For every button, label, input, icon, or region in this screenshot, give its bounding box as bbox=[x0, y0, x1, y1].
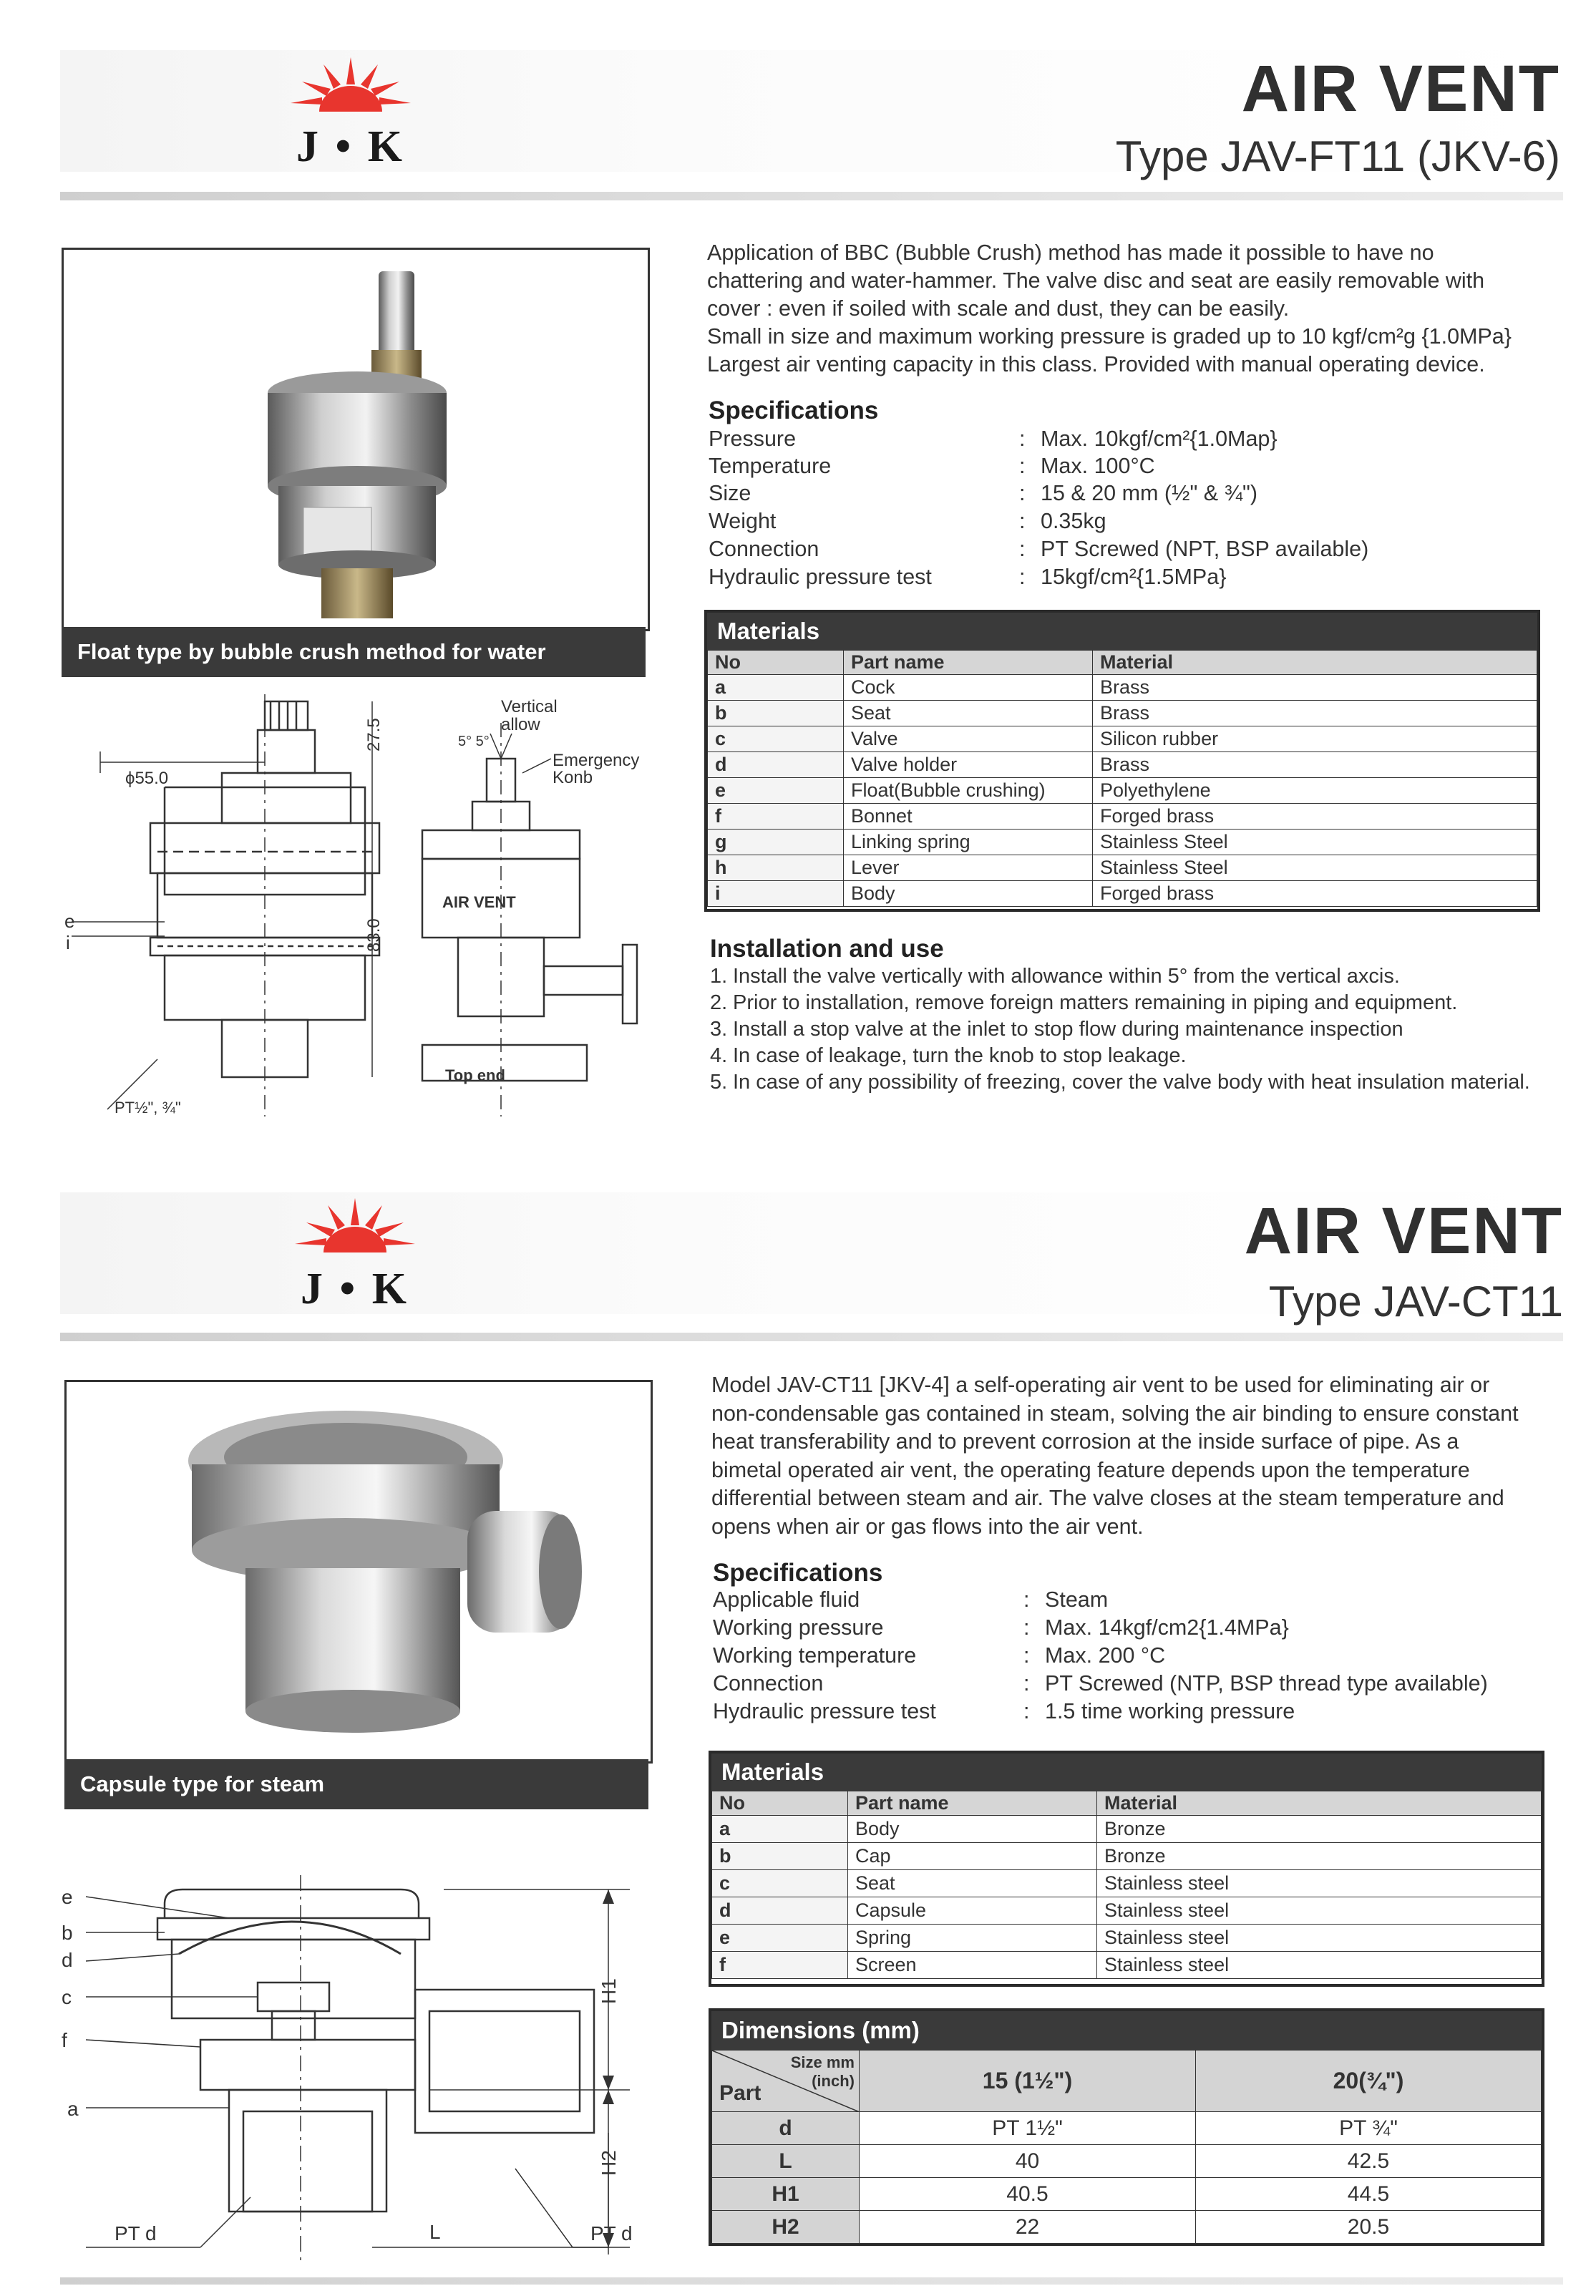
description-1: Application of BBC (Bubble Crush) method has made it possible to have no chattering and water-hammer. The valve disc and seat are easily removable with cover : even if soiled with scale and dust, they can be easily. Small in size and maximum working pressure is graded up to 10 kgf/cm²g {1.0MPa} Largest air venting capacity in this class. Provided with manual operating device. bbox=[707, 240, 1512, 376]
label-c: c bbox=[62, 1986, 72, 2008]
dimensions-table bbox=[709, 2008, 1544, 2246]
spec-row: Hydraulic pressure test : 1.5 time working pressure bbox=[713, 1699, 1295, 1723]
konb-label: Konb bbox=[553, 768, 593, 787]
float-vent-drawing bbox=[57, 694, 680, 1124]
air-vent-photo-icon bbox=[64, 250, 648, 629]
table-row: f Screen Stainless steel bbox=[712, 1952, 1542, 1979]
table-row: H1 40.5 44.5 bbox=[712, 2178, 1542, 2211]
photo-caption: Float type by bubble crush method for water bbox=[62, 627, 646, 677]
install-title: Installation and use bbox=[710, 935, 944, 963]
label-e: e bbox=[62, 1886, 73, 1908]
product-type: Type JAV-CT11 bbox=[1268, 1278, 1563, 1325]
dim-l: L bbox=[429, 2221, 441, 2243]
top-end-label: Top end bbox=[445, 1066, 505, 1084]
header-rule bbox=[60, 1333, 1563, 1341]
materials-grid: No Part name Material a Body Bronze b Cap Bronze c Seat Stainless steel d Capsule Stainless steel e Spring Stainless steel f Screen Stainless steel bbox=[711, 1791, 1542, 1979]
label-f: f bbox=[62, 2029, 67, 2051]
table-row: c Valve Silicon rubber bbox=[708, 726, 1537, 752]
spec-row: Connection : PT Screwed (NPT, BSP available) bbox=[709, 537, 1369, 561]
page-title: AIR VENT bbox=[1244, 1195, 1563, 1268]
spec-title-2: Specifications bbox=[713, 1559, 883, 1587]
header-rule bbox=[60, 192, 1563, 200]
list-item: 4. In case of leakage, turn the knob to stop leakage. bbox=[710, 1044, 1187, 1067]
table-row: L 40 42.5 bbox=[712, 2145, 1542, 2178]
label-e: e bbox=[64, 910, 75, 932]
install-list bbox=[710, 963, 1540, 1096]
dim-h2: H2 bbox=[598, 2150, 620, 2176]
table-row: g Linking spring Stainless Steel bbox=[708, 830, 1537, 855]
emergency-label: Emergency bbox=[553, 751, 640, 770]
body-label: AIR VENT bbox=[442, 893, 516, 911]
ptd-right: PT d bbox=[590, 2222, 633, 2244]
table-row: h Lever Stainless Steel bbox=[708, 855, 1537, 881]
dim-diameter: ϕ55.0 bbox=[125, 769, 169, 788]
logo-text: J • K bbox=[301, 1265, 409, 1313]
page-title: AIR VENT bbox=[1241, 52, 1560, 125]
logo-text: J • K bbox=[296, 122, 405, 171]
spec-row: Pressure : Max. 10kgf/cm²{1.0Map} bbox=[709, 427, 1278, 451]
dimensions-grid: Size mm (inch) Part 15 (1½") 20(¾") d PT 1½" PT ¾" L 40 42.5 H1 40.5 44.5 H2 22 20.5 bbox=[711, 2050, 1542, 2244]
spec-row: Hydraulic pressure test : 15kgf/cm²{1.5MPa} bbox=[709, 565, 1227, 589]
thread-label: PT½", ¾" bbox=[115, 1099, 181, 1117]
materials-table-2 bbox=[709, 1751, 1544, 1987]
spec-row: Applicable fluid : Steam bbox=[713, 1587, 1109, 1612]
materials-grid: No Part name Material a Cock Brass b Seat Brass c Valve Silicon rubber d Valve holder Brass e Float(Bubble crushing) Polyethylene f Bonnet Forged brass g Linking spring Stainless Steel h Lever Stainless Steel i Body Forged brass bbox=[707, 650, 1537, 907]
materials-table-1 bbox=[704, 610, 1540, 912]
materials-title: Materials bbox=[711, 1753, 1542, 1791]
allow-label: allow bbox=[501, 715, 540, 734]
spec-row: Working pressure : Max. 14kgf/cm2{1.4MPa} bbox=[713, 1615, 1289, 1640]
spec-row: Size : 15 & 20 mm (½" & ¾") bbox=[709, 481, 1258, 505]
label-b: b bbox=[62, 1922, 73, 1944]
photo-caption: Capsule type for steam bbox=[64, 1759, 648, 1809]
footer-rule bbox=[60, 2277, 1563, 2285]
table-row: e Spring Stainless steel bbox=[712, 1925, 1542, 1952]
dimensions-title: Dimensions (mm) bbox=[711, 2011, 1542, 2050]
table-row: f Bonnet Forged brass bbox=[708, 804, 1537, 830]
dim-height-top: 27.5 bbox=[364, 718, 384, 751]
spec-row: Temperature : Max. 100°C bbox=[709, 454, 1155, 478]
dim-h1: H1 bbox=[598, 1978, 620, 2004]
sun-logo-icon bbox=[286, 56, 415, 127]
product-photo bbox=[64, 1380, 653, 1764]
description-2: Model JAV-CT11 [JKV-4] a self-operating air vent to be used for eliminating air or non-condensable gas contained in steam, solving the air binding to ensure constant heat transferability and to prevent corrosion at the inside surface of pipe. As a bimetal operated air vent, the operating feature depends upon the temperature differential between steam and air. The valve closes at the steam temperature and opens when air or gas flows into the air vent. bbox=[711, 1373, 1519, 1539]
ptd-left: PT d bbox=[115, 2222, 157, 2244]
product-type: Type JAV-FT11 (JKV-6) bbox=[1115, 132, 1560, 180]
dim-height-total: 83.0 bbox=[364, 918, 384, 952]
table-row: H2 22 20.5 bbox=[712, 2211, 1542, 2244]
sun-logo-icon bbox=[291, 1197, 419, 1268]
table-row: d Capsule Stainless steel bbox=[712, 1897, 1542, 1925]
vertical-label: Vertical bbox=[501, 697, 558, 716]
table-row: b Seat Brass bbox=[708, 701, 1537, 726]
list-item: 2. Prior to installation, remove foreign matters remaining in piping and equipment. bbox=[710, 991, 1458, 1014]
capsule-vent-photo-icon bbox=[67, 1382, 651, 1761]
list-item: 3. Install a stop valve at the inlet to stop flow during maintenance inspection bbox=[710, 1018, 1403, 1041]
spec-row: Weight : 0.35kg bbox=[709, 509, 1106, 533]
table-row: b Cap Bronze bbox=[712, 1843, 1542, 1870]
table-row: d Valve holder Brass bbox=[708, 752, 1537, 778]
spec-row: Working temperature : Max. 200 °C bbox=[713, 1643, 1166, 1668]
spec-row: Connection : PT Screwed (NTP, BSP thread type available) bbox=[713, 1671, 1488, 1696]
product-photo bbox=[62, 248, 650, 631]
materials-title: Materials bbox=[707, 613, 1537, 650]
table-row: a Cock Brass bbox=[708, 675, 1537, 701]
angle-label: 5° 5° bbox=[458, 734, 490, 749]
label-a: a bbox=[67, 2098, 79, 2120]
table-row: a Body Bronze bbox=[712, 1816, 1542, 1843]
table-row: c Seat Stainless steel bbox=[712, 1870, 1542, 1897]
label-d: d bbox=[62, 1949, 73, 1971]
table-row: i Body Forged brass bbox=[708, 881, 1537, 907]
capsule-vent-drawing bbox=[57, 1861, 673, 2262]
table-row: d PT 1½" PT ¾" bbox=[712, 2112, 1542, 2145]
label-i: i bbox=[66, 932, 70, 953]
table-row: e Float(Bubble crushing) Polyethylene bbox=[708, 778, 1537, 804]
list-item: 1. Install the valve vertically with allowance within 5° from the vertical axcis. bbox=[710, 965, 1400, 988]
list-item: 5. In case of any possibility of freezing, cover the valve body with heat insulation material. bbox=[710, 1071, 1530, 1094]
spec-title-1: Specifications bbox=[709, 397, 879, 424]
dim-corner-cell: Size mm (inch) Part bbox=[712, 2051, 860, 2112]
